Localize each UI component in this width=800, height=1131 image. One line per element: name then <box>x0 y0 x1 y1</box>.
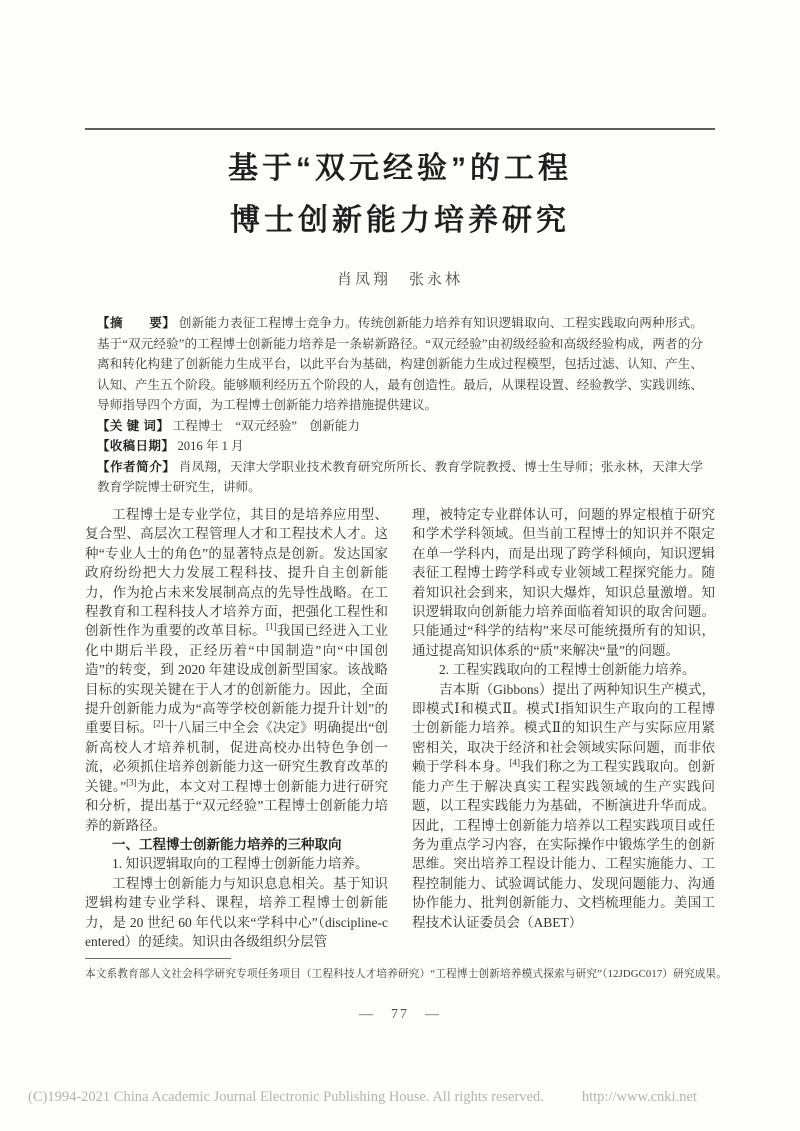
keywords-text: 工程博士 “双元经验” 创新能力 <box>172 418 360 433</box>
body-paragraph: 工程博士是专业学位，其目的是培养应用型、复合型、高层次工程管理人才和工程技术人才。这种“专业人士的角色”的显著特点是创新。发达国家政府纷纷把大力发展工程科技、提升自主创新能力，作为抢占未来发展制高点的先导性战略。在工程教育和工程科技人才培养方面，把强化工程性和创新性作为重要的改革目标。[1]我国已经进入工业化中期后半段，正经历着“中国制造”向“中国创造”的转变，到 2020 年建设成创新型国家。该战略目标的实现关键在于人才的创新能力。因此，全面提升创新能力成为“高等学校创新能力提升计划”的重要目标。[2]十八届三中全会《决定》明确提出“创新高校人才培养机制，促进高校办出特色争创一流，必须抓住培养创新能力这一研究生教育改革的关键。”[3]为此，本文对工程博士创新能力进行研究和分析，提出基于“双元经验”工程博士创新能力培养的新路径。 <box>85 507 389 833</box>
article-title <box>85 143 715 247</box>
author-bio-text: 肖凤翔，天津大学职业技术教育研究所所长、教育学院教授、博士生导师；张永林，天津大学教育学院博士研究生，讲师。 <box>97 459 703 494</box>
body-paragraph: 工程博士创新能力与知识息息相关。基于知识逻辑构建专业学科、课程，培养工程博士创新能力，是 20 世纪 60 年代以来“学科中心”（discipline-centered）的延续。知识由各级组织分层管 <box>85 875 388 949</box>
article-title-line1: 基于“双元经验”的工程 <box>228 152 572 185</box>
footnote-text: 本文系教育部人文社会科学研究专项任务项目（工程科技人才培养研究）“工程博士创新培养模式探索与研究”（12JDGC017）研究成果。 <box>85 969 728 980</box>
body-paragraph: 2. 工程实践取向的工程博士创新能力培养。 <box>439 662 696 678</box>
author-bio-row <box>97 457 703 498</box>
keywords-row <box>97 416 703 437</box>
section-heading: 一、工程博士创新能力培养的三种取向 <box>112 836 342 852</box>
abstract-row <box>97 313 703 416</box>
body-paragraph: 吉本斯（Gibbons）提出了两种知识生产模式，即模式Ⅰ和模式Ⅱ。模式Ⅰ指知识生产取向的工程博士创新能力培养。模式Ⅱ的知识生产与实际应用紧密相关，取决于经济和社会领域实际问题，而非依赖于学科本身。[4]我们称之为工程实践取向。创新能力产生于解决真实工程实践领域的生产实践问题，以工程实践能力为基础，不断演进升华而成。因此，工程博士创新能力培养以工程实践项目或任务为重点学习内容，在实际操作中锻炼学生的创新思维。突出培养工程设计能力、工程实施能力、工程控制能力、试验调试能力、发现问题能力、沟通协作能力、批判创新能力、文档梳理能力。美国工程技术认证委员会（ABET） <box>412 681 715 930</box>
copyright-notice: (C)1994-2021 China Academic Journal Electronic Publishing House. All rights reserved. <box>28 1089 544 1105</box>
abstract-label: 【摘 要】 <box>97 316 176 330</box>
right-column <box>412 505 715 951</box>
body-paragraph: 1. 知识逻辑取向的工程博士创新能力培养。 <box>112 856 369 872</box>
received-date-label: 【收稿日期】 <box>97 439 175 453</box>
article-title-line2: 博士创新能力培养研究 <box>230 204 570 237</box>
abstract-text: 创新能力表征工程博士竞争力。传统创新能力培养有知识逻辑取向、工程实践取向两种形式。基于“双元经验”的工程博士创新能力培养是一条崭新路径。“双元经验”由初级经验和高级经验构成，两者的分离和转化构建了创新能力生成平台，以此平台为基础，构建创新能力生成过程模型，包括过滤、认知、产生、认知、产生五个阶段。能够顺利经历五个阶段的人，最有创造性。最后，从课程设置、经验教学、实践训练、导师指导四个方面，为工程博士创新能力培养措施提供建议。 <box>97 316 703 412</box>
article-body <box>85 505 715 951</box>
page-number: — 77 — <box>359 1007 441 1022</box>
received-date-text: 2016 年 1 月 <box>177 439 244 453</box>
footnote-rule <box>85 958 231 959</box>
author-bio-label: 【作者简介】 <box>97 459 176 474</box>
header-rule <box>85 128 715 130</box>
article-meta <box>97 313 703 498</box>
received-date-row <box>97 436 703 457</box>
left-column <box>85 505 388 951</box>
body-paragraph: 理，被特定专业群体认可，问题的界定根植于研究和学术学科领域。但当前工程博士的知识并不限定在单一学科内，而是出现了跨学科倾向，知识逻辑表征工程博士跨学科或专业领域工程探究能力。随着知识社会到来，知识大爆炸，知识总量激增。知识逻辑取向创新能力培养面临着知识的取舍问题。只能通过“科学的结构”来尽可能统摄所有的知识，通过提高知识体系的“质”来解决“量”的问题。 <box>412 507 715 658</box>
article-authors: 肖凤翔 张永林 <box>336 272 463 288</box>
cnki-url: http://www.cnki.net <box>581 1089 697 1105</box>
copyright-bar <box>28 1089 788 1106</box>
keywords-label: 【关 键 词】 <box>97 418 170 433</box>
